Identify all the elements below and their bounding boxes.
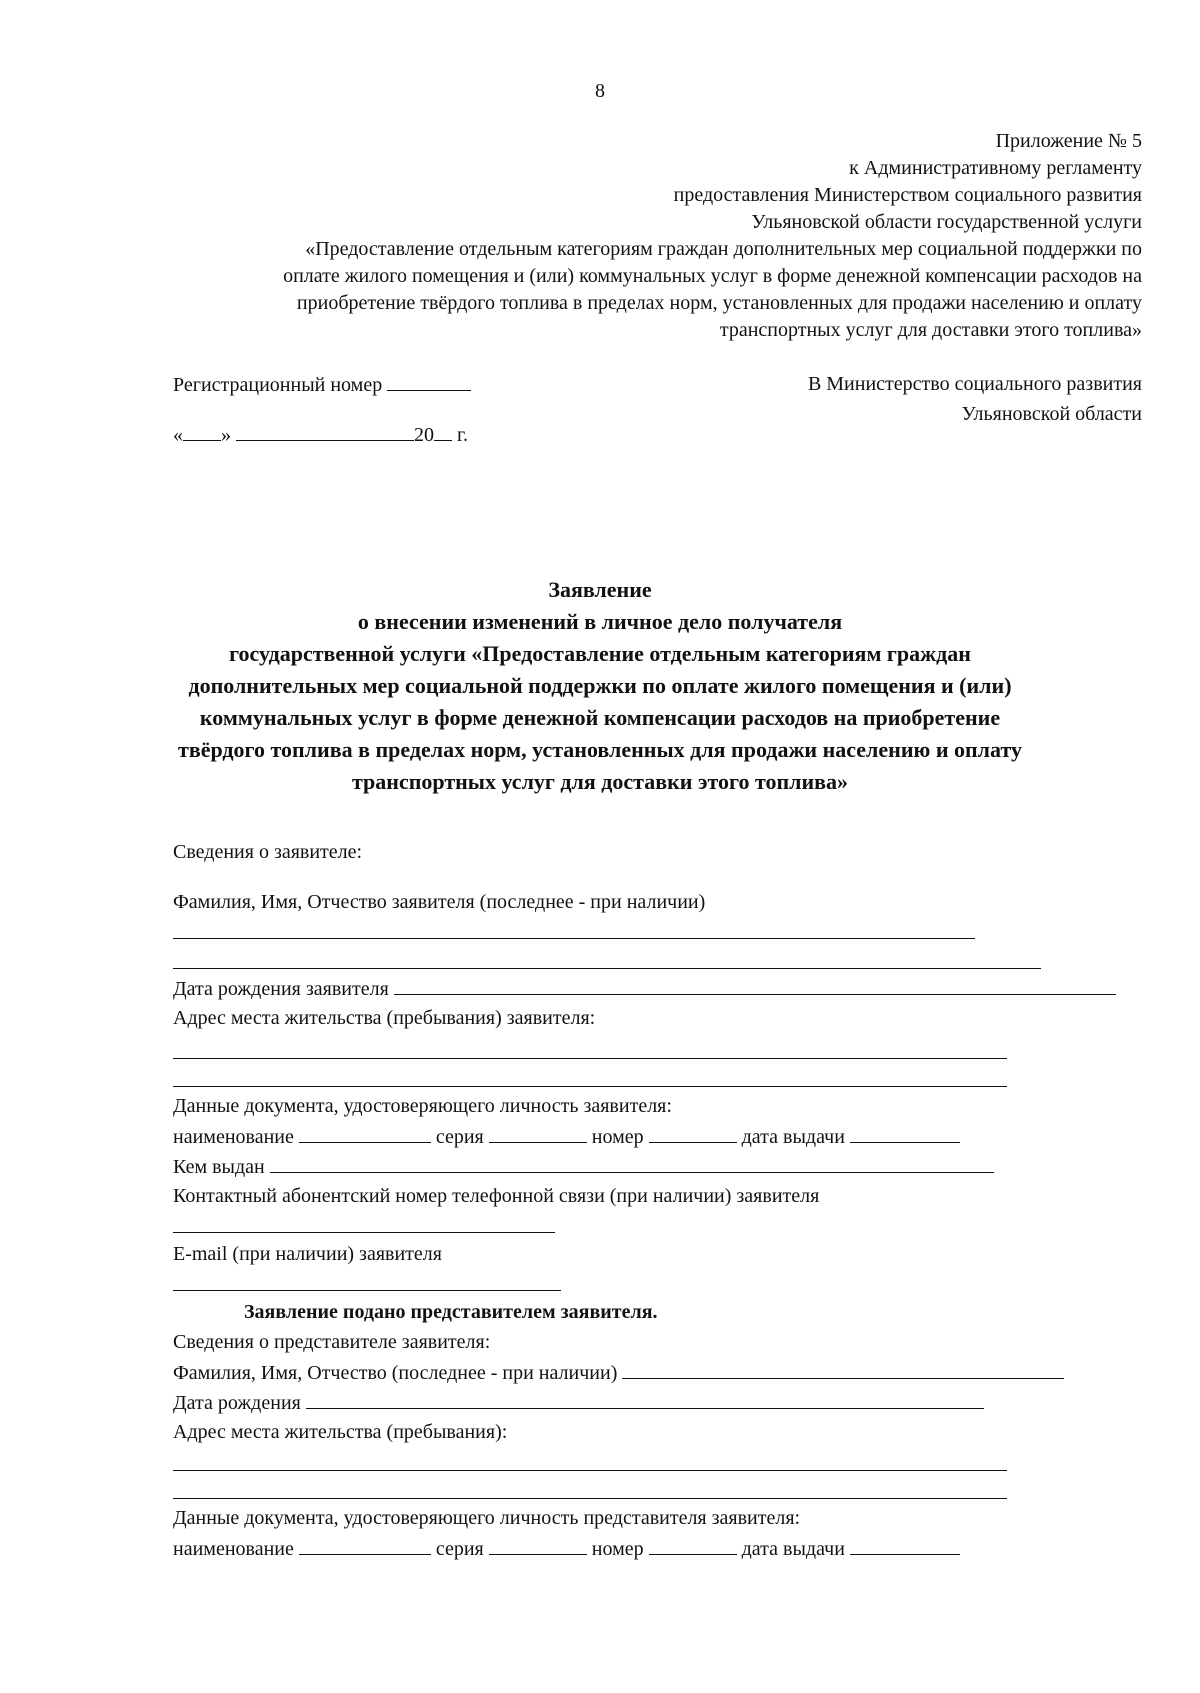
representative-doc-issue-date-field[interactable] <box>850 1536 960 1555</box>
applicant-doc-name-label: наименование <box>173 1126 294 1148</box>
registration-day-field[interactable] <box>183 422 221 441</box>
title-line-1: Заявление <box>548 577 652 602</box>
representative-address-field-1[interactable] <box>173 1470 1007 1471</box>
title-line-5: коммунальных услуг в форме денежной компенсации расходов на приобретение <box>199 705 1001 730</box>
representative-birth-row <box>173 1390 984 1415</box>
applicant-birth-field[interactable] <box>394 976 1116 995</box>
representative-doc-name-field[interactable] <box>299 1536 431 1555</box>
applicant-section-label: Сведения о заявителе: <box>173 841 363 863</box>
applicant-email-label: E-mail (при наличии) заявителя <box>173 1243 442 1265</box>
title-line-6: твёрдого топлива в пределах норм, установленных для продажи населению и оплату <box>178 737 1022 762</box>
applicant-fio-field-1[interactable] <box>173 938 975 939</box>
registration-year-field[interactable] <box>434 422 452 441</box>
title-line-3: государственной услуги «Предоставление отдельным категориям граждан <box>229 641 971 666</box>
representative-birth-label: Дата рождения <box>173 1392 301 1414</box>
applicant-email-field[interactable] <box>173 1290 561 1291</box>
representative-document-label: Данные документа, удостоверяющего личность представителя заявителя: <box>173 1507 801 1529</box>
representative-doc-series-field[interactable] <box>489 1536 587 1555</box>
applicant-document-row <box>173 1124 960 1149</box>
applicant-issued-by-label: Кем выдан <box>173 1156 265 1178</box>
applicant-phone-label: Контактный абонентский номер телефонной связи (при наличии) заявителя <box>173 1185 820 1207</box>
applicant-address-field-2[interactable] <box>173 1086 1007 1087</box>
title-line-2: о внесении изменений в личное дело получателя <box>357 609 843 634</box>
representative-doc-name-label: наименование <box>173 1538 294 1560</box>
appendix-line-3: предоставления Министерством социального развития <box>673 184 1142 206</box>
representative-doc-series-label: серия <box>435 1538 484 1560</box>
applicant-document-label: Данные документа, удостоверяющего личность заявителя: <box>173 1095 672 1117</box>
applicant-fio-label: Фамилия, Имя, Отчество заявителя (последнее - при наличии) <box>173 891 706 913</box>
representative-fio-row <box>173 1360 1064 1385</box>
representative-document-row <box>173 1536 960 1561</box>
applicant-fio-field-2[interactable] <box>173 968 1041 969</box>
applicant-doc-number-label: номер <box>591 1126 644 1148</box>
appendix-line-2: к Административному регламенту <box>849 157 1142 179</box>
applicant-birth-row <box>173 976 1116 1001</box>
representative-address-field-2[interactable] <box>173 1498 1007 1499</box>
applicant-doc-series-label: серия <box>435 1126 484 1148</box>
registration-date-row <box>173 422 468 447</box>
title-line-4: дополнительных мер социальной поддержки по оплате жилого помещения и (или) <box>188 673 1012 698</box>
representative-doc-number-field[interactable] <box>649 1536 737 1555</box>
applicant-doc-issue-date-field[interactable] <box>850 1124 960 1143</box>
date-open-quote: « <box>173 424 183 446</box>
appendix-line-4: Ульяновской области государственной услуги <box>751 211 1142 233</box>
representative-section-label: Сведения о представителе заявителя: <box>173 1331 491 1353</box>
applicant-doc-name-field[interactable] <box>299 1124 431 1143</box>
title-line-7: транспортных услуг для доставки этого топлива» <box>351 769 849 794</box>
appendix-line-5: «Предоставление отдельным категориям граждан дополнительных мер социальной поддержки по <box>305 238 1142 260</box>
date-close-quote: » <box>221 424 231 446</box>
applicant-phone-field[interactable] <box>173 1232 555 1233</box>
year-suffix: г. <box>457 424 468 446</box>
registration-number-field[interactable] <box>387 372 471 391</box>
applicant-doc-issue-date-label: дата выдачи <box>741 1126 845 1148</box>
representative-doc-issue-date-label: дата выдачи <box>741 1538 845 1560</box>
representative-heading: Заявление подано представителем заявителя. <box>244 1301 658 1323</box>
addressee-line-1: В Министерство социального развития <box>807 373 1142 395</box>
registration-month-field[interactable] <box>236 422 414 441</box>
appendix-line-7: приобретение твёрдого топлива в пределах норм, установленных для продажи населению и оплату <box>296 292 1142 314</box>
registration-number-row <box>173 372 471 397</box>
representative-doc-number-label: номер <box>591 1538 644 1560</box>
applicant-address-field-1[interactable] <box>173 1058 1007 1059</box>
page-number: 8 <box>595 80 605 102</box>
applicant-issued-by-row <box>173 1154 994 1179</box>
year-prefix: 20 <box>414 424 434 446</box>
representative-birth-field[interactable] <box>306 1390 984 1409</box>
addressee-line-2: Ульяновской области <box>961 403 1142 425</box>
appendix-line-8: транспортных услуг для доставки этого топлива» <box>719 319 1142 341</box>
representative-fio-field[interactable] <box>622 1360 1064 1379</box>
applicant-doc-number-field[interactable] <box>649 1124 737 1143</box>
applicant-issued-by-field[interactable] <box>270 1154 994 1173</box>
appendix-line-1: Приложение № 5 <box>995 130 1142 152</box>
registration-number-label: Регистрационный номер <box>173 374 383 396</box>
applicant-birth-label: Дата рождения заявителя <box>173 978 389 1000</box>
appendix-line-6: оплате жилого помещения и (или) коммунальных услуг в форме денежной компенсации расходов на <box>283 265 1142 287</box>
representative-address-label: Адрес места жительства (пребывания): <box>173 1421 508 1443</box>
representative-fio-label: Фамилия, Имя, Отчество (последнее - при наличии) <box>173 1362 618 1384</box>
applicant-doc-series-field[interactable] <box>489 1124 587 1143</box>
applicant-address-label: Адрес места жительства (пребывания) заявителя: <box>173 1007 596 1029</box>
